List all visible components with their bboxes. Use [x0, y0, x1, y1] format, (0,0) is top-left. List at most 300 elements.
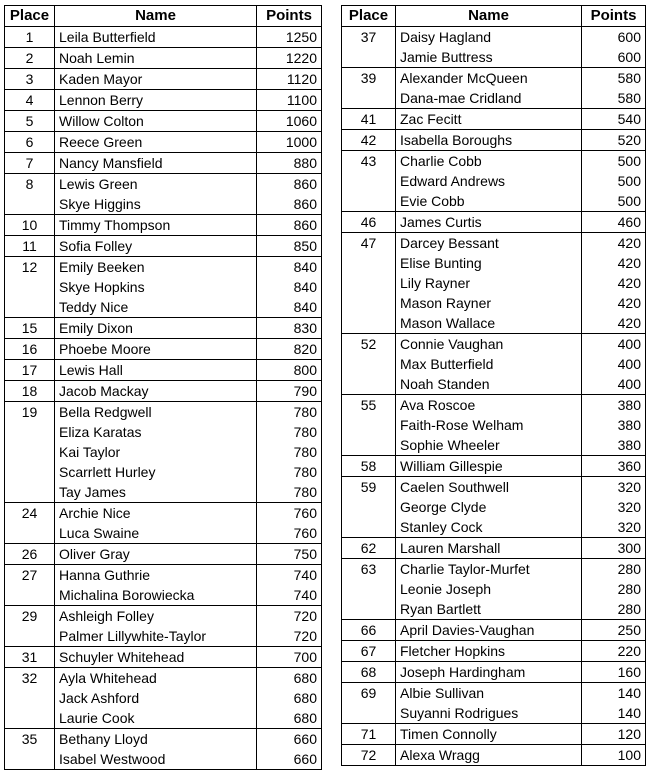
name-cell: Skye Hopkins: [55, 277, 257, 297]
points-cell: 780: [257, 442, 322, 462]
name-cell: Sophie Wheeler: [396, 435, 582, 456]
place-cell: 24: [5, 503, 55, 524]
place-cell: 6: [5, 132, 55, 153]
table-row: [5, 442, 322, 462]
name-cell: Lewis Green: [55, 174, 257, 195]
points-cell: 420: [582, 293, 646, 313]
name-cell: Lauren Marshall: [396, 538, 582, 559]
place-cell: [5, 523, 55, 544]
points-cell: 790: [257, 381, 322, 402]
name-cell: Kai Taylor: [55, 442, 257, 462]
name-cell: Jack Ashford: [55, 688, 257, 708]
standings-body-right: [342, 27, 646, 766]
table-row: [342, 68, 646, 89]
name-cell: Edward Andrews: [396, 171, 582, 191]
table-row: [342, 435, 646, 456]
name-cell: Isabel Westwood: [55, 749, 257, 770]
table-row: [342, 109, 646, 130]
table-row: [342, 703, 646, 724]
points-cell: 500: [582, 151, 646, 172]
table-row: [342, 27, 646, 48]
place-cell: 41: [342, 109, 396, 130]
place-header: Place: [342, 6, 396, 27]
table-row: [342, 724, 646, 745]
points-cell: 860: [257, 174, 322, 195]
table-row: [5, 668, 322, 689]
place-cell: [342, 415, 396, 435]
place-cell: [5, 297, 55, 318]
points-cell: 380: [582, 415, 646, 435]
table-row: [342, 641, 646, 662]
place-cell: [5, 462, 55, 482]
name-cell: Noah Lemin: [55, 48, 257, 69]
points-cell: 140: [582, 703, 646, 724]
place-cell: 8: [5, 174, 55, 195]
points-cell: 750: [257, 544, 322, 565]
table-row: [5, 708, 322, 729]
points-cell: 840: [257, 277, 322, 297]
points-cell: 420: [582, 253, 646, 273]
points-cell: 660: [257, 749, 322, 770]
name-cell: Albie Sullivan: [396, 683, 582, 704]
place-cell: 27: [5, 565, 55, 586]
table-row: [5, 297, 322, 318]
table-row: [342, 395, 646, 416]
place-cell: [5, 482, 55, 503]
name-cell: Charlie Cobb: [396, 151, 582, 172]
place-cell: 67: [342, 641, 396, 662]
name-cell: Tay James: [55, 482, 257, 503]
table-row: [5, 360, 322, 381]
name-cell: Alexa Wragg: [396, 745, 582, 766]
table-row: [342, 88, 646, 109]
name-cell: Connie Vaughan: [396, 334, 582, 355]
points-cell: 1220: [257, 48, 322, 69]
place-cell: 12: [5, 257, 55, 278]
name-cell: Evie Cobb: [396, 191, 582, 212]
table-row: [342, 559, 646, 580]
points-cell: 220: [582, 641, 646, 662]
name-cell: Darcey Bessant: [396, 233, 582, 254]
name-cell: Faith-Rose Welham: [396, 415, 582, 435]
place-cell: 62: [342, 538, 396, 559]
table-row: [5, 729, 322, 750]
place-cell: 59: [342, 477, 396, 498]
points-cell: 420: [582, 273, 646, 293]
place-cell: [342, 273, 396, 293]
place-cell: [5, 194, 55, 215]
name-cell: Bethany Lloyd: [55, 729, 257, 750]
table-row: [5, 174, 322, 195]
points-cell: 280: [582, 599, 646, 620]
place-cell: 58: [342, 456, 396, 477]
points-cell: 740: [257, 585, 322, 606]
table-row: [5, 626, 322, 647]
points-cell: 780: [257, 402, 322, 423]
points-cell: 380: [582, 395, 646, 416]
place-cell: [342, 293, 396, 313]
name-cell: Dana-mae Cridland: [396, 88, 582, 109]
place-cell: [342, 579, 396, 599]
name-cell: Charlie Taylor-Murfet: [396, 559, 582, 580]
points-cell: 800: [257, 360, 322, 381]
name-cell: Isabella Boroughs: [396, 130, 582, 151]
place-cell: 71: [342, 724, 396, 745]
name-cell: Emily Dixon: [55, 318, 257, 339]
name-cell: Suyanni Rodrigues: [396, 703, 582, 724]
table-row: [5, 215, 322, 236]
points-cell: 580: [582, 88, 646, 109]
name-cell: Elise Bunting: [396, 253, 582, 273]
name-cell: Daisy Hagland: [396, 27, 582, 48]
name-cell: Bella Redgwell: [55, 402, 257, 423]
name-cell: Reece Green: [55, 132, 257, 153]
table-row: [342, 273, 646, 293]
name-cell: Ava Roscoe: [396, 395, 582, 416]
points-cell: 760: [257, 523, 322, 544]
table-row: [342, 130, 646, 151]
place-cell: 5: [5, 111, 55, 132]
place-cell: [342, 191, 396, 212]
table-row: [342, 374, 646, 395]
name-cell: Nancy Mansfield: [55, 153, 257, 174]
header-row: [5, 6, 322, 27]
place-cell: [5, 277, 55, 297]
table-row: [342, 456, 646, 477]
name-cell: Noah Standen: [396, 374, 582, 395]
name-cell: George Clyde: [396, 497, 582, 517]
place-cell: [342, 435, 396, 456]
table-row: [5, 402, 322, 423]
place-cell: [342, 253, 396, 273]
table-row: [342, 579, 646, 599]
name-cell: Eliza Karatas: [55, 422, 257, 442]
points-cell: 1120: [257, 69, 322, 90]
table-row: [5, 132, 322, 153]
points-cell: 400: [582, 374, 646, 395]
name-cell: William Gillespie: [396, 456, 582, 477]
place-cell: [342, 354, 396, 374]
standings-table-left: [4, 5, 322, 770]
points-cell: 860: [257, 215, 322, 236]
points-cell: 600: [582, 47, 646, 68]
place-cell: 26: [5, 544, 55, 565]
table-row: [342, 253, 646, 273]
points-cell: 840: [257, 257, 322, 278]
place-cell: 52: [342, 334, 396, 355]
name-cell: Max Butterfield: [396, 354, 582, 374]
points-cell: 320: [582, 497, 646, 517]
name-cell: Joseph Hardingham: [396, 662, 582, 683]
table-row: [5, 111, 322, 132]
table-row: [5, 194, 322, 215]
name-cell: Timen Connolly: [396, 724, 582, 745]
place-cell: 10: [5, 215, 55, 236]
name-header: Name: [55, 6, 257, 27]
place-cell: 68: [342, 662, 396, 683]
points-cell: 420: [582, 313, 646, 334]
name-cell: Mason Wallace: [396, 313, 582, 334]
points-cell: 140: [582, 683, 646, 704]
name-cell: Schuyler Whitehead: [55, 647, 257, 668]
points-cell: 160: [582, 662, 646, 683]
name-cell: Laurie Cook: [55, 708, 257, 729]
table-row: [5, 523, 322, 544]
name-cell: Phoebe Moore: [55, 339, 257, 360]
standings-body-left: [5, 27, 322, 770]
place-cell: 42: [342, 130, 396, 151]
name-cell: Stanley Cock: [396, 517, 582, 538]
points-cell: 1000: [257, 132, 322, 153]
points-cell: 500: [582, 191, 646, 212]
table-row: [5, 606, 322, 627]
table-row: [342, 191, 646, 212]
header-row: [342, 6, 646, 27]
points-cell: 120: [582, 724, 646, 745]
table-row: [5, 27, 322, 48]
table-row: [342, 538, 646, 559]
name-cell: Archie Nice: [55, 503, 257, 524]
points-cell: 780: [257, 482, 322, 503]
table-row: [342, 212, 646, 233]
name-cell: Willow Colton: [55, 111, 257, 132]
place-cell: 66: [342, 620, 396, 641]
place-cell: 1: [5, 27, 55, 48]
points-cell: 1100: [257, 90, 322, 111]
place-cell: 18: [5, 381, 55, 402]
place-cell: 46: [342, 212, 396, 233]
name-cell: Kaden Mayor: [55, 69, 257, 90]
points-cell: 860: [257, 194, 322, 215]
place-cell: [342, 313, 396, 334]
table-row: [342, 47, 646, 68]
name-cell: Mason Rayner: [396, 293, 582, 313]
points-cell: 100: [582, 745, 646, 766]
place-cell: 35: [5, 729, 55, 750]
place-cell: [342, 703, 396, 724]
name-cell: Lewis Hall: [55, 360, 257, 381]
place-cell: 63: [342, 559, 396, 580]
name-header: Name: [396, 6, 582, 27]
table-row: [342, 293, 646, 313]
name-cell: Sofia Folley: [55, 236, 257, 257]
points-cell: 540: [582, 109, 646, 130]
place-cell: 17: [5, 360, 55, 381]
points-cell: 820: [257, 339, 322, 360]
table-row: [5, 565, 322, 586]
table-row: [342, 662, 646, 683]
table-row: [5, 236, 322, 257]
table-row: [342, 171, 646, 191]
table-row: [342, 745, 646, 766]
table-row: [342, 517, 646, 538]
table-row: [5, 277, 322, 297]
table-row: [5, 462, 322, 482]
points-cell: 460: [582, 212, 646, 233]
table-row: [342, 620, 646, 641]
points-header: Points: [582, 6, 646, 27]
table-row: [342, 313, 646, 334]
name-cell: Oliver Gray: [55, 544, 257, 565]
points-cell: 720: [257, 626, 322, 647]
name-cell: Jacob Mackay: [55, 381, 257, 402]
points-cell: 320: [582, 477, 646, 498]
table-row: [342, 151, 646, 172]
points-cell: 830: [257, 318, 322, 339]
place-cell: [5, 749, 55, 770]
points-header: Points: [257, 6, 322, 27]
name-cell: Timmy Thompson: [55, 215, 257, 236]
name-cell: Ashleigh Folley: [55, 606, 257, 627]
table-row: [5, 318, 322, 339]
points-cell: 580: [582, 68, 646, 89]
table-row: [5, 69, 322, 90]
place-cell: 29: [5, 606, 55, 627]
table-row: [342, 477, 646, 498]
name-cell: Scarrlett Hurley: [55, 462, 257, 482]
place-cell: [342, 47, 396, 68]
points-cell: 500: [582, 171, 646, 191]
table-row: [5, 482, 322, 503]
points-cell: 400: [582, 354, 646, 374]
points-cell: 360: [582, 456, 646, 477]
name-cell: Emily Beeken: [55, 257, 257, 278]
place-cell: 39: [342, 68, 396, 89]
name-cell: Skye Higgins: [55, 194, 257, 215]
points-cell: 720: [257, 606, 322, 627]
points-cell: 780: [257, 462, 322, 482]
standings-table-right: [341, 5, 646, 766]
points-cell: 740: [257, 565, 322, 586]
table-row: [5, 257, 322, 278]
table-row: [5, 585, 322, 606]
name-cell: Palmer Lillywhite-Taylor: [55, 626, 257, 647]
points-cell: 850: [257, 236, 322, 257]
table-row: [5, 339, 322, 360]
place-cell: 43: [342, 151, 396, 172]
points-cell: 380: [582, 435, 646, 456]
place-cell: [342, 517, 396, 538]
name-cell: Luca Swaine: [55, 523, 257, 544]
place-cell: [5, 626, 55, 647]
place-cell: 72: [342, 745, 396, 766]
table-row: [5, 503, 322, 524]
place-cell: 37: [342, 27, 396, 48]
place-cell: 19: [5, 402, 55, 423]
table-row: [342, 334, 646, 355]
table-row: [5, 90, 322, 111]
points-cell: 700: [257, 647, 322, 668]
place-cell: 16: [5, 339, 55, 360]
table-row: [342, 497, 646, 517]
table-row: [5, 422, 322, 442]
points-cell: 680: [257, 688, 322, 708]
table-row: [342, 683, 646, 704]
points-cell: 420: [582, 233, 646, 254]
table-row: [342, 599, 646, 620]
place-cell: [5, 688, 55, 708]
points-cell: 300: [582, 538, 646, 559]
place-cell: 32: [5, 668, 55, 689]
place-cell: [342, 374, 396, 395]
points-cell: 400: [582, 334, 646, 355]
name-cell: Leonie Joseph: [396, 579, 582, 599]
place-cell: 47: [342, 233, 396, 254]
name-cell: Zac Fecitt: [396, 109, 582, 130]
place-cell: [342, 599, 396, 620]
name-cell: Jamie Buttress: [396, 47, 582, 68]
points-cell: 600: [582, 27, 646, 48]
place-cell: [5, 442, 55, 462]
points-cell: 680: [257, 668, 322, 689]
points-cell: 660: [257, 729, 322, 750]
place-cell: 15: [5, 318, 55, 339]
name-cell: Hanna Guthrie: [55, 565, 257, 586]
place-cell: 3: [5, 69, 55, 90]
place-cell: 69: [342, 683, 396, 704]
points-cell: 280: [582, 579, 646, 599]
table-row: [5, 48, 322, 69]
name-cell: Teddy Nice: [55, 297, 257, 318]
place-cell: 7: [5, 153, 55, 174]
name-cell: Michalina Borowiecka: [55, 585, 257, 606]
place-cell: [342, 171, 396, 191]
place-cell: 2: [5, 48, 55, 69]
place-cell: 4: [5, 90, 55, 111]
place-cell: [5, 422, 55, 442]
points-cell: 1060: [257, 111, 322, 132]
points-cell: 250: [582, 620, 646, 641]
name-cell: Lennon Berry: [55, 90, 257, 111]
place-header: Place: [5, 6, 55, 27]
place-cell: 11: [5, 236, 55, 257]
name-cell: Fletcher Hopkins: [396, 641, 582, 662]
place-cell: [5, 585, 55, 606]
points-cell: 320: [582, 517, 646, 538]
table-row: [342, 415, 646, 435]
place-cell: 31: [5, 647, 55, 668]
name-cell: Lily Rayner: [396, 273, 582, 293]
points-cell: 780: [257, 422, 322, 442]
table-row: [342, 233, 646, 254]
place-cell: 55: [342, 395, 396, 416]
points-cell: 280: [582, 559, 646, 580]
points-cell: 880: [257, 153, 322, 174]
name-cell: Alexander McQueen: [396, 68, 582, 89]
name-cell: James Curtis: [396, 212, 582, 233]
table-row: [5, 544, 322, 565]
name-cell: Caelen Southwell: [396, 477, 582, 498]
points-cell: 680: [257, 708, 322, 729]
name-cell: Ayla Whitehead: [55, 668, 257, 689]
table-row: [5, 688, 322, 708]
table-row: [5, 381, 322, 402]
points-cell: 760: [257, 503, 322, 524]
table-row: [5, 153, 322, 174]
name-cell: April Davies-Vaughan: [396, 620, 582, 641]
points-cell: 840: [257, 297, 322, 318]
table-row: [5, 647, 322, 668]
points-cell: 520: [582, 130, 646, 151]
table-row: [5, 749, 322, 770]
table-row: [342, 354, 646, 374]
place-cell: [342, 497, 396, 517]
name-cell: Leila Butterfield: [55, 27, 257, 48]
name-cell: Ryan Bartlett: [396, 599, 582, 620]
place-cell: [342, 88, 396, 109]
place-cell: [5, 708, 55, 729]
points-cell: 1250: [257, 27, 322, 48]
